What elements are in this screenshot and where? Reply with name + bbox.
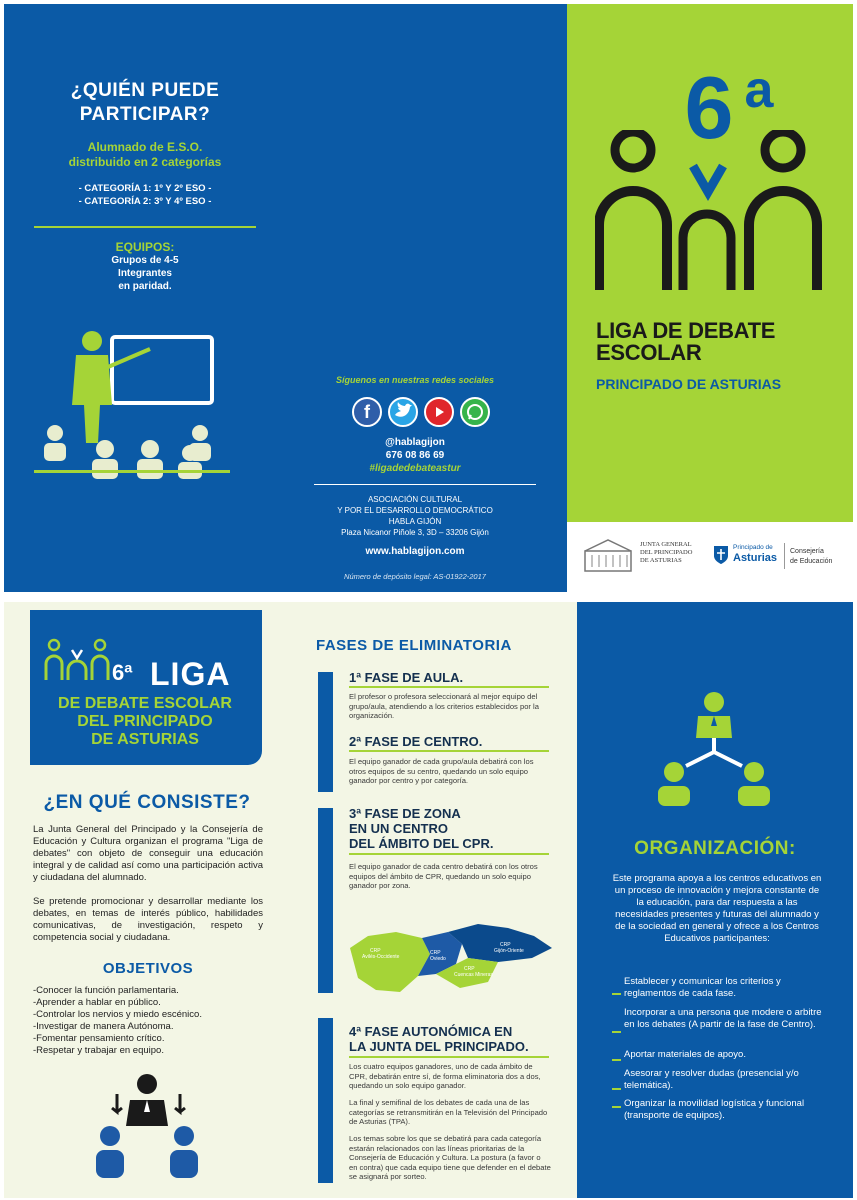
map-label-cpr2-a: CRP [430,950,441,956]
phase4-title-line1: 4ª FASE AUTONÓMICA EN [349,1024,513,1039]
divider [314,484,536,485]
consists-paragraph-2: Se pretende promocionar y desarrollar mediante los debates, en temas de interés público, habilidades comunicativas, de investigación, respeto y competencia social y ciudadana. [33,896,263,943]
objective-item: -Fomentar pensamiento crítico. [33,1033,165,1044]
map-label-cpr1-a: CRP [370,948,381,954]
cover-title-line1: LIGA DE DEBATE [596,318,776,343]
phase-bar-2 [318,808,333,993]
phase1-title: 1ª FASE DE AULA. [349,670,464,685]
organization-heading: ORGANIZACIÓN: [634,838,796,859]
objective-item: -Conocer la función parlamentaria. [33,985,179,996]
organization-item: Asesorar y resolver dudas (presencial y/o telemática). [624,1068,799,1091]
youtube-icon[interactable] [424,397,454,427]
teams-line2: Integrantes [118,268,172,279]
who-heading-line2: PARTICIPAR? [79,104,211,125]
facebook-icon[interactable]: f [352,397,382,427]
organization-item: Incorporar a una persona que modere o arbitre en los debates (A partir de la fase de Centro). [624,1007,822,1030]
phase3-text: El equipo ganador de cada centro debatirá con los otros equipos del ámbito de CPR, quedando un solo equipo ganador por zona. [349,862,538,891]
audience-line1: Alumnado de E.S.O. [87,140,203,154]
assoc-line3: HABLA GIJÓN [388,517,442,526]
handle: @hablagijon [385,437,445,448]
divider [34,226,256,228]
edition-number: 6 [684,58,734,157]
address: Plaza Nicanor Piñole 3, 3D – 33206 Gijón [341,528,489,537]
phase2-title: 2ª FASE DE CENTRO. [349,734,483,749]
organization-item: Aportar materiales de apoyo. [624,1049,746,1060]
cover-logo [595,60,835,300]
phase-bar-1 [318,672,333,792]
hashtag: #ligadedebateastur [369,463,461,474]
list-dash [612,1031,621,1033]
list-dash [612,1059,621,1061]
twitter-icon[interactable] [388,397,418,427]
cover-subtitle: PRINCIPADO DE ASTURIAS [596,376,782,392]
category-2: - CATEGORÍA 2: 3º Y 4º ESO - [78,196,212,207]
phase-bar-3 [318,1018,333,1183]
logo-edition: 6ª [112,660,133,685]
sponsor-divider [784,543,785,569]
edition-suffix: a [744,61,774,119]
assoc-line1: ASOCIACIÓN CULTURAL [367,495,463,504]
organization-icon [654,690,774,806]
phone: 676 08 86 69 [385,450,445,461]
logo-line3: DE ASTURIAS [91,731,199,748]
sponsor3-line1: Consejería [790,548,824,555]
map-label-cpr4-b: Cuencas Mineras [454,972,493,978]
logo-liga: LIGA [150,656,231,692]
asturias-map [348,918,554,998]
phase3-title-line3: DEL ÁMBITO DEL CPR. [349,836,494,851]
phase-rule [349,686,549,688]
mini-debaters-icon [44,638,112,682]
asturias-crest-icon [712,544,730,566]
sponsor2-small: Principado de [733,544,773,551]
phase4-text-3: Los temas sobre los que se debatirá para cada categoría estarán relacionados con las líneas prioritarias de la Consejería de Educación y Cultura. La postura (a favor o en contra) que cada equipo tiene que defender en el debate se asignará por sorteo. [349,1134,551,1182]
phase-rule [349,853,549,855]
teams-line1: Grupos de 4-5 [111,255,179,266]
map-label-cpr1-b: Avilés-Occidente [362,954,400,960]
category-1: - CATEGORÍA 1: 1º Y 2º ESO - [78,183,212,194]
who-heading-line1: ¿QUIÉN PUEDE [70,80,220,101]
teams-line3: en paridad. [118,281,172,292]
objective-item: -Respetar y trabajar en equipo. [33,1045,164,1056]
social-icons [352,397,492,429]
sponsor1-line1: JUNTA GENERAL [640,541,692,548]
organization-item: Organizar la movilidad logística y funcional (transporte de equipos). [624,1098,805,1121]
phase1-text: El profesor o profesora seleccionará al mejor equipo del grupo/aula, atendiendo a los criterios establecidos por la organización. [349,692,539,721]
whatsapp-icon[interactable] [460,397,490,427]
follow-us-text: Síguenos en nuestras redes sociales [335,375,495,385]
phase-rule [349,750,549,752]
logo-line2: DEL PRINCIPADO [77,713,213,730]
phase3-title-line2: EN UN CENTRO [349,821,448,836]
map-label-cpr3-a: CRP [500,942,511,948]
phase4-title-line2: LA JUNTA DEL PRINCIPADO. [349,1039,529,1054]
classroom-illustration [30,325,240,485]
sponsor1-line2: DEL PRINCIPADO [640,549,693,556]
list-dash [612,1106,621,1108]
teams-heading: EQUIPOS: [115,240,175,254]
objective-item: -Aprender a hablar en público. [33,997,161,1008]
audience-line2: distribuido en 2 categorías [68,155,222,169]
phases-heading: FASES DE ELIMINATORIA [316,637,512,654]
objective-item: -Investigar de manera Autónoma. [33,1021,174,1032]
phase3-title-line1: 3ª FASE DE ZONA [349,806,461,821]
sponsor3-line2: de Educación [790,558,833,565]
list-dash [612,993,621,995]
map-label-cpr3-b: Gijón-Oriente [494,948,524,954]
debaters-icon [595,130,835,300]
consists-heading: ¿EN QUÉ CONSISTE? [43,792,251,813]
sponsor1-line3: DE ASTURIAS [640,557,682,564]
map-label-cpr2-b: Oviedo [430,956,446,962]
debate-illustration [92,1072,202,1182]
logo-line1: DE DEBATE ESCOLAR [58,695,232,712]
sponsor-junta [640,541,710,565]
phase4-text-1: Los cuatro equipos ganadores, uno de cada ámbito de CPR, debatirán entre sí, de forma eliminatoria dos a dos, quedando un solo equipo ganador. [349,1062,541,1091]
objectives-heading: OBJETIVOS [102,960,194,977]
website-link[interactable]: www.hablagijon.com [365,546,465,557]
objective-item: -Controlar los nervios y miedo escénico. [33,1009,202,1020]
sponsor2-big: Asturias [733,552,778,564]
consists-paragraph-1: La Junta General del Principado y la Consejería de Educación y Cultura organizan el programa "Liga de debates" con objeto de conseguir una educación integral y de calidad así como una participación activa y ciudadana del alumnado. [33,824,263,883]
organization-item: Establecer y comunicar los criterios y reglamentos de cada fase. [624,976,781,999]
phase2-text: El equipo ganador de cada grupo/aula debatirá con los otros equipos de su centro, quedando un solo equipo ganador por centro y por categoría. [349,757,534,786]
organization-intro: Este programa apoya a los centros educativos en un proceso de innovación y mejora constante de la educación, para dar respuesta a las necesidades presentes y futuras del alumnado y de la sociedad en general y ofrece a los Centros Educativos participantes: [612,873,822,944]
phase-rule [349,1056,549,1058]
assoc-line2: Y POR EL DESARROLLO DEMOCRÁTICO [337,506,493,515]
phase4-text-2: La final y semifinal de los debates de cada una de las categorías se retransmitirán en la Televisión del Principado de Asturias (TPA). [349,1098,548,1127]
junta-building-logo [583,537,633,573]
cover-title-line2: ESCOLAR [596,340,702,365]
list-dash [612,1088,621,1090]
legal-deposit: Número de depósito legal: AS-01922-2017 [344,572,486,581]
map-label-cpr4-a: CRP [464,966,475,972]
